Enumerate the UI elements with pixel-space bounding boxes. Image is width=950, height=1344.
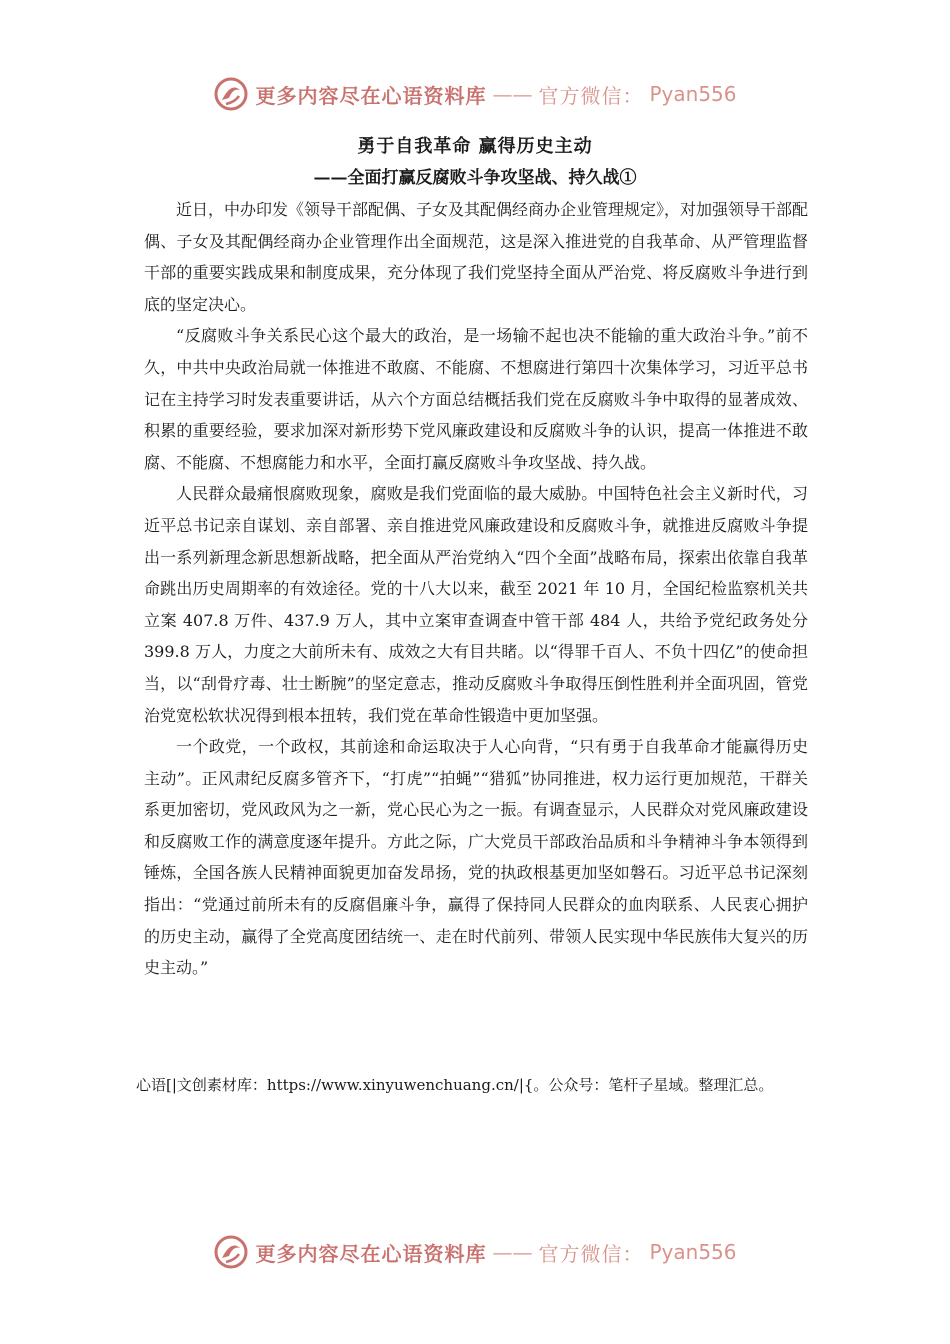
paragraph-4: 一个政党，一个政权，其前途和命运取决于人心向背，“只有勇于自我革命才能赢得历史主动”。正风肃纪反腐多管齐下，“打虎”“拍蝇”“猎狐”协同推进，权力运行更加规范，干群关系更加密切，党风政风为之一新，党心民心为之一振。有调查显示，人民群众对党风廉政建设和反腐败工作的满意度逐年提升。方此之际，广大党员干部政治品质和斗争精神斗争本领得到锤炼，全国各族人民精神面貌更加奋发昂扬，党的执政根基更加坚如磐石。习近平总书记深刻指出：“党通过前所未有的反腐倡廉斗争，赢得了保持同人民群众的血肉联系、人民衷心拥护的历史主动，赢得了全党高度团结统一、走在时代前列、带领人民实现中华民族伟大复兴的历史主动。”: [144, 737, 808, 978]
paragraph-2: “反腐败斗争关系民心这个最大的政治，是一场输不起也决不能输的重大政治斗争。”前不久，中共中央政治局就一体推进不敢腐、不能腐、不想腐进行第四十次集体学习，习近平总书记在主持学习时发表重要讲话，从六个方面总结概括我们党在反腐败斗争中取得的显著成效、积累的重要经验，要求加深对新形势下党风廉政建设和反腐败斗争的认识，提高一体推进不敢腐、不能腐、不想腐能力和水平，全面打赢反腐败斗争攻坚战、持久战。: [144, 326, 808, 472]
watermark-sub-text: 官方微信：: [538, 1241, 644, 1266]
header-watermark: [0, 70, 950, 118]
source-footnote: 心语[|文创素材库：https://www.xinyuwenchuang.cn/|{。公众号：笔杆子星域。整理汇总。: [136, 1076, 774, 1094]
watermark-sub-text: 官方微信：: [538, 83, 644, 108]
document-body: [144, 194, 808, 984]
watermark-main-text: 更多内容尽在心语资料库: [255, 83, 487, 108]
watermark-wechat-id: Pyan556: [649, 1240, 737, 1264]
red-swirl-logo-icon: [213, 76, 249, 112]
document-title: 勇于自我革命 赢得历史主动: [357, 136, 593, 157]
watermark-main-text: 更多内容尽在心语资料库: [255, 1241, 487, 1266]
red-swirl-logo-icon: [213, 1234, 249, 1270]
document-subtitle: ——全面打赢反腐败斗争攻坚战、持久战①: [313, 168, 637, 188]
watermark-wechat-id: Pyan556: [649, 82, 737, 106]
watermark-dash: ——: [492, 82, 533, 106]
paragraph-3: 人民群众最痛恨腐败现象，腐败是我们党面临的最大威胁。中国特色社会主义新时代，习近平总书记亲自谋划、亲自部署、亲自推进党风廉政建设和反腐败斗争，就推进反腐败斗争提出一系列新理念新思想新战略，把全面从严治党纳入“四个全面”战略布局，探索出依靠自我革命跳出历史周期率的有效途径。党的十八大以来，截至 2021 年 10 月，全国纪检监察机关共立案 407.8 万件、437.9 万人，其中立案审查调查中管干部 484 人，共给予党纪政务处分 399.8 万人，力度之大前所未有、成效之大有目共睹。以“得罪千百人、不负十四亿”的使命担当，以“刮骨疗毒、壮士断腕”的坚定意志，推动反腐败斗争取得压倒性胜利并全面巩固，管党治党宽松软状况得到根本扭转，我们党在革命性锻造中更加坚强。: [144, 484, 808, 725]
watermark-dash: ——: [492, 1240, 533, 1264]
paragraph-1: 近日，中办印发《领导干部配偶、子女及其配偶经商办企业管理规定》，对加强领导干部配偶、子女及其配偶经商办企业管理作出全面规范，这是深入推进党的自我革命、从严管理监督干部的重要实践成果和制度成果，充分体现了我们党坚持全面从严治党、将反腐败斗争进行到底的坚定决心。: [144, 200, 809, 314]
footer-watermark: [0, 1228, 950, 1276]
